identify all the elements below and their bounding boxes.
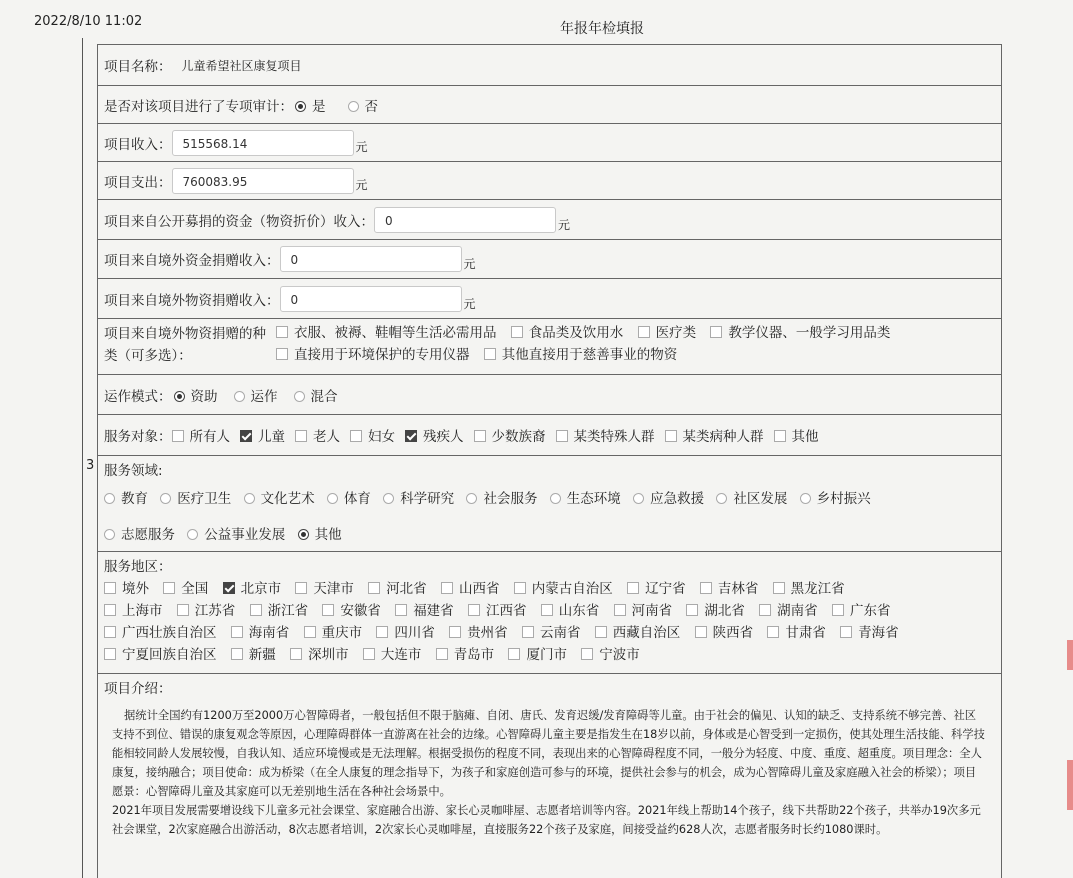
income-unit: 元 [355, 140, 368, 154]
mode-option-operate[interactable]: 运作 [218, 385, 278, 405]
project-name-value: 儿童希望社区康复项目 [181, 58, 302, 73]
field-option[interactable]: 生态环境 [542, 491, 621, 507]
income-input[interactable]: 515568.14 [172, 130, 354, 156]
region-option[interactable]: 吉林省 [690, 581, 759, 597]
checkbox-icon[interactable] [395, 604, 407, 616]
region-option[interactable]: 全国 [153, 581, 208, 597]
mode-option-mixed[interactable]: 混合 [278, 385, 338, 405]
region-option[interactable]: 云南省 [512, 625, 581, 641]
checkbox-icon[interactable] [322, 604, 334, 616]
checkbox-icon[interactable] [541, 604, 553, 616]
region-option[interactable]: 境外 [104, 581, 149, 597]
targets-row [97, 414, 1002, 455]
checkbox-icon[interactable] [441, 582, 453, 594]
project-name-row [97, 44, 1002, 85]
target-option[interactable]: 老人 [285, 425, 340, 445]
checkbox-icon[interactable] [104, 648, 116, 660]
goods-option[interactable]: 衣服、被褥、鞋帽等生活必需用品 [266, 325, 497, 341]
radio-icon[interactable] [160, 493, 171, 504]
region-option[interactable]: 贵州省 [439, 625, 508, 641]
checkbox-icon[interactable] [710, 326, 722, 338]
region-option[interactable]: 山西省 [431, 581, 500, 597]
intro-row [97, 673, 1002, 878]
target-option[interactable]: 其他 [764, 425, 819, 445]
checkbox-icon[interactable] [695, 626, 707, 638]
checkbox-icon[interactable] [832, 604, 844, 616]
fields-row [97, 455, 1002, 551]
regions-row [97, 551, 1002, 673]
radio-icon[interactable] [383, 493, 394, 504]
targets-label: 服务对象： [104, 429, 172, 445]
region-option[interactable]: 海南省 [221, 625, 290, 641]
checkbox-icon[interactable] [514, 582, 526, 594]
radio-icon[interactable] [234, 391, 245, 402]
field-option-selected[interactable]: 其他 [290, 527, 342, 543]
field-option[interactable]: 医疗卫生 [152, 491, 231, 507]
checkbox-icon[interactable] [276, 348, 288, 360]
field-option[interactable]: 社区发展 [708, 491, 787, 507]
checkbox-icon[interactable] [767, 626, 779, 638]
target-option-checked[interactable]: 残疾人 [395, 425, 464, 445]
public-fund-label: 项目来自公开募捐的资金（物资折价）收入： [104, 213, 374, 230]
expense-label: 项目支出： [104, 174, 172, 191]
region-option[interactable]: 大连市 [353, 647, 422, 663]
goods-option[interactable]: 教学仪器、一般学习用品类 [700, 325, 890, 341]
region-option[interactable]: 西藏自治区 [585, 625, 681, 641]
radio-selected-icon[interactable] [174, 391, 185, 402]
radio-icon[interactable] [244, 493, 255, 504]
radio-selected-icon[interactable] [298, 529, 309, 540]
checkbox-icon[interactable] [295, 582, 307, 594]
mode-option-fund[interactable]: 资助 [172, 385, 218, 405]
foreign-fund-unit: 元 [463, 257, 476, 271]
public-fund-input[interactable]: 0 [374, 207, 556, 233]
audit-option-yes[interactable]: 是 [293, 95, 326, 115]
checkbox-icon[interactable] [774, 430, 786, 442]
checkbox-icon[interactable] [104, 626, 116, 638]
checkbox-icon[interactable] [556, 430, 568, 442]
region-option[interactable]: 天津市 [285, 581, 354, 597]
region-option[interactable]: 青海省 [830, 625, 899, 641]
radio-icon[interactable] [348, 101, 359, 112]
checkbox-icon[interactable] [276, 326, 288, 338]
checkbox-icon[interactable] [172, 430, 184, 442]
checkbox-icon[interactable] [449, 626, 461, 638]
radio-icon[interactable] [800, 493, 811, 504]
region-option[interactable]: 宁夏回族自治区 [104, 647, 217, 663]
target-option[interactable]: 所有人 [172, 425, 231, 445]
side-number: 3 [86, 458, 95, 473]
stamp-mark [1067, 640, 1073, 670]
checkbox-icon[interactable] [627, 582, 639, 594]
field-option[interactable]: 公益事业发展 [179, 527, 285, 543]
foreign-goods-label: 项目来自境外物资捐赠收入： [104, 292, 280, 309]
checkbox-icon[interactable] [508, 648, 520, 660]
region-option[interactable]: 甘肃省 [757, 625, 826, 641]
radio-icon[interactable] [716, 493, 727, 504]
checkbox-checked-icon[interactable] [240, 430, 252, 442]
income-row [97, 123, 1002, 161]
region-option[interactable]: 湖北省 [676, 603, 745, 619]
checkbox-icon[interactable] [231, 626, 243, 638]
target-option[interactable]: 某类病种人群 [655, 425, 764, 445]
region-option[interactable]: 河北省 [358, 581, 427, 597]
region-option[interactable]: 重庆市 [294, 625, 363, 641]
region-option[interactable]: 安徽省 [312, 603, 381, 619]
foreign-fund-row [97, 239, 1002, 278]
checkbox-icon[interactable] [104, 582, 116, 594]
checkbox-icon[interactable] [368, 582, 380, 594]
public-fund-unit: 元 [558, 218, 571, 232]
goods-option[interactable]: 食品类及饮用水 [501, 325, 624, 341]
region-option[interactable]: 河南省 [604, 603, 673, 619]
foreign-goods-input[interactable]: 0 [280, 286, 462, 312]
checkbox-icon[interactable] [350, 430, 362, 442]
region-option[interactable]: 辽宁省 [617, 581, 686, 597]
checkbox-icon[interactable] [376, 626, 388, 638]
intro-paragraph-2: 2021年项目发展需要增设线下儿童多元社会课堂、家庭融合出游、家长心灵咖啡屋、志愿者培训等内容。2021年线上帮助14个孩子，线下共帮助22个孩子，共举办19次多元社会课堂，2次家庭融合出游活动，8次志愿者培训，2次家长心灵咖啡屋，直接服务22个孩子及家庭，间接受益约628人次，志愿者服务时长约1080课时。 [112, 804, 981, 836]
public-fund-row [97, 199, 1002, 239]
goods-types-label-2: 类（可多选）： [104, 348, 192, 364]
field-option[interactable]: 教育 [104, 491, 148, 507]
radio-icon[interactable] [294, 391, 305, 402]
checkbox-icon[interactable] [304, 626, 316, 638]
goods-option[interactable]: 其他直接用于慈善事业的物资 [474, 347, 678, 363]
mode-label: 运作模式： [104, 388, 172, 405]
field-option[interactable]: 社会服务 [458, 491, 537, 507]
audit-option-no[interactable]: 否 [326, 95, 379, 115]
expense-input[interactable]: 760083.95 [172, 168, 354, 194]
region-option[interactable]: 浙江省 [240, 603, 309, 619]
radio-icon[interactable] [327, 493, 338, 504]
radio-icon[interactable] [550, 493, 561, 504]
target-option[interactable]: 某类特殊人群 [546, 425, 655, 445]
print-time: 2022/8/10 11:02 [34, 14, 143, 29]
checkbox-icon[interactable] [177, 604, 189, 616]
target-option[interactable]: 少数族裔 [464, 425, 546, 445]
checkbox-icon[interactable] [522, 626, 534, 638]
target-option-checked[interactable]: 儿童 [230, 425, 285, 445]
checkbox-checked-icon[interactable] [223, 582, 235, 594]
checkbox-icon[interactable] [295, 430, 307, 442]
audit-row [97, 85, 1002, 123]
foreign-goods-unit: 元 [463, 297, 476, 311]
region-option[interactable]: 黑龙江省 [763, 581, 845, 597]
field-option[interactable]: 科学研究 [375, 491, 454, 507]
checkbox-icon[interactable] [700, 582, 712, 594]
mode-row [97, 374, 1002, 414]
checkbox-icon[interactable] [581, 648, 593, 660]
region-option[interactable]: 宁波市 [571, 647, 640, 663]
goods-option[interactable]: 直接用于环境保护的专用仪器 [266, 347, 470, 363]
checkbox-icon[interactable] [759, 604, 771, 616]
checkbox-icon[interactable] [595, 626, 607, 638]
goods-types-row [97, 318, 1002, 374]
radio-icon[interactable] [187, 529, 198, 540]
field-option[interactable]: 志愿服务 [104, 527, 175, 543]
checkbox-icon[interactable] [665, 430, 677, 442]
checkbox-icon[interactable] [163, 582, 175, 594]
stamp-mark [1067, 760, 1073, 810]
checkbox-icon[interactable] [484, 348, 496, 360]
region-option[interactable]: 江苏省 [167, 603, 236, 619]
goods-option[interactable]: 医疗类 [628, 325, 697, 341]
goods-types-label-1: 项目来自境外物资捐赠的种 [104, 326, 266, 342]
field-option[interactable]: 乡村振兴 [792, 491, 871, 507]
radio-icon[interactable] [633, 493, 644, 504]
income-label: 项目收入： [104, 136, 172, 153]
checkbox-icon[interactable] [104, 604, 116, 616]
checkbox-icon[interactable] [436, 648, 448, 660]
regions-label: 服务地区： [104, 559, 172, 575]
checkbox-icon[interactable] [511, 326, 523, 338]
checkbox-icon[interactable] [686, 604, 698, 616]
field-option[interactable]: 体育 [319, 491, 371, 507]
region-option-checked[interactable]: 北京市 [213, 581, 282, 597]
region-option[interactable]: 新疆 [221, 647, 276, 663]
intro-label: 项目介绍： [104, 681, 172, 697]
region-option[interactable]: 山东省 [531, 603, 600, 619]
radio-icon[interactable] [466, 493, 477, 504]
checkbox-icon[interactable] [363, 648, 375, 660]
checkbox-icon[interactable] [614, 604, 626, 616]
intro-paragraph-1: 据统计全国约有1200万至2000万心智障碍者，一般包括但不限于脑瘫、自闭、唐氏、发育迟缓/发育障碍等儿童。由于社会的偏见、认知的缺乏、支持系统不够完善、社区支持不到位、错误的康复观念等原因，心理障碍群体一直游离在社会的边缘。心智障碍儿童主要是指发生在18岁以前，身体或是心智受到一定损伤，使其处理生活技能、科学技能相较同龄人发展较慢，自我认知、适应环境慢或是无法理解。根据受损伤的程度不同，表现出来的心智障碍程度不同，一般分为轻度、中度、重度、超重度。项目理念：全人康复，接纳融合；项目使命：成为桥梁（在全人康复的理念指导下，为孩子和家庭创造可参与的环境，提供社会参与的机会，成为心智障碍儿童及家庭融入社会的桥梁）；项目愿景：心智障碍儿童及其家庭可以无差别地生活在各种社会场景中。 [112, 709, 985, 798]
foreign-fund-input[interactable]: 0 [280, 246, 462, 272]
checkbox-icon[interactable] [231, 648, 243, 660]
region-option[interactable]: 青岛市 [426, 647, 495, 663]
checkbox-icon[interactable] [638, 326, 650, 338]
region-option[interactable]: 内蒙古自治区 [504, 581, 613, 597]
region-option[interactable]: 陕西省 [685, 625, 754, 641]
region-option[interactable]: 江西省 [458, 603, 527, 619]
field-option[interactable]: 应急救援 [625, 491, 704, 507]
foreign-goods-row [97, 278, 1002, 318]
checkbox-icon[interactable] [840, 626, 852, 638]
checkbox-icon[interactable] [474, 430, 486, 442]
field-option[interactable]: 文化艺术 [236, 491, 315, 507]
region-option[interactable]: 广西壮族自治区 [104, 625, 217, 641]
target-option[interactable]: 妇女 [340, 425, 395, 445]
checkbox-checked-icon[interactable] [405, 430, 417, 442]
radio-selected-icon[interactable] [295, 101, 306, 112]
expense-row [97, 161, 1002, 199]
foreign-fund-label: 项目来自境外资金捐赠收入： [104, 253, 280, 269]
radio-icon[interactable] [104, 529, 115, 540]
project-name-label: 项目名称： [104, 59, 172, 75]
region-option[interactable]: 深圳市 [280, 647, 349, 663]
fields-label: 服务领域: [104, 463, 163, 479]
intro-text [104, 700, 1001, 839]
checkbox-icon[interactable] [250, 604, 262, 616]
checkbox-icon[interactable] [290, 648, 302, 660]
region-option[interactable]: 四川省 [366, 625, 435, 641]
expense-unit: 元 [355, 178, 368, 192]
region-option[interactable]: 厦门市 [498, 647, 567, 663]
checkbox-icon[interactable] [468, 604, 480, 616]
region-option[interactable]: 湖南省 [749, 603, 818, 619]
doc-title: 年报年检填报 [560, 21, 644, 37]
audit-label: 是否对该项目进行了专项审计： [104, 98, 293, 115]
region-option[interactable]: 福建省 [385, 603, 454, 619]
region-option[interactable]: 广东省 [822, 603, 891, 619]
region-option[interactable]: 上海市 [104, 603, 163, 619]
checkbox-icon[interactable] [773, 582, 785, 594]
radio-icon[interactable] [104, 493, 115, 504]
